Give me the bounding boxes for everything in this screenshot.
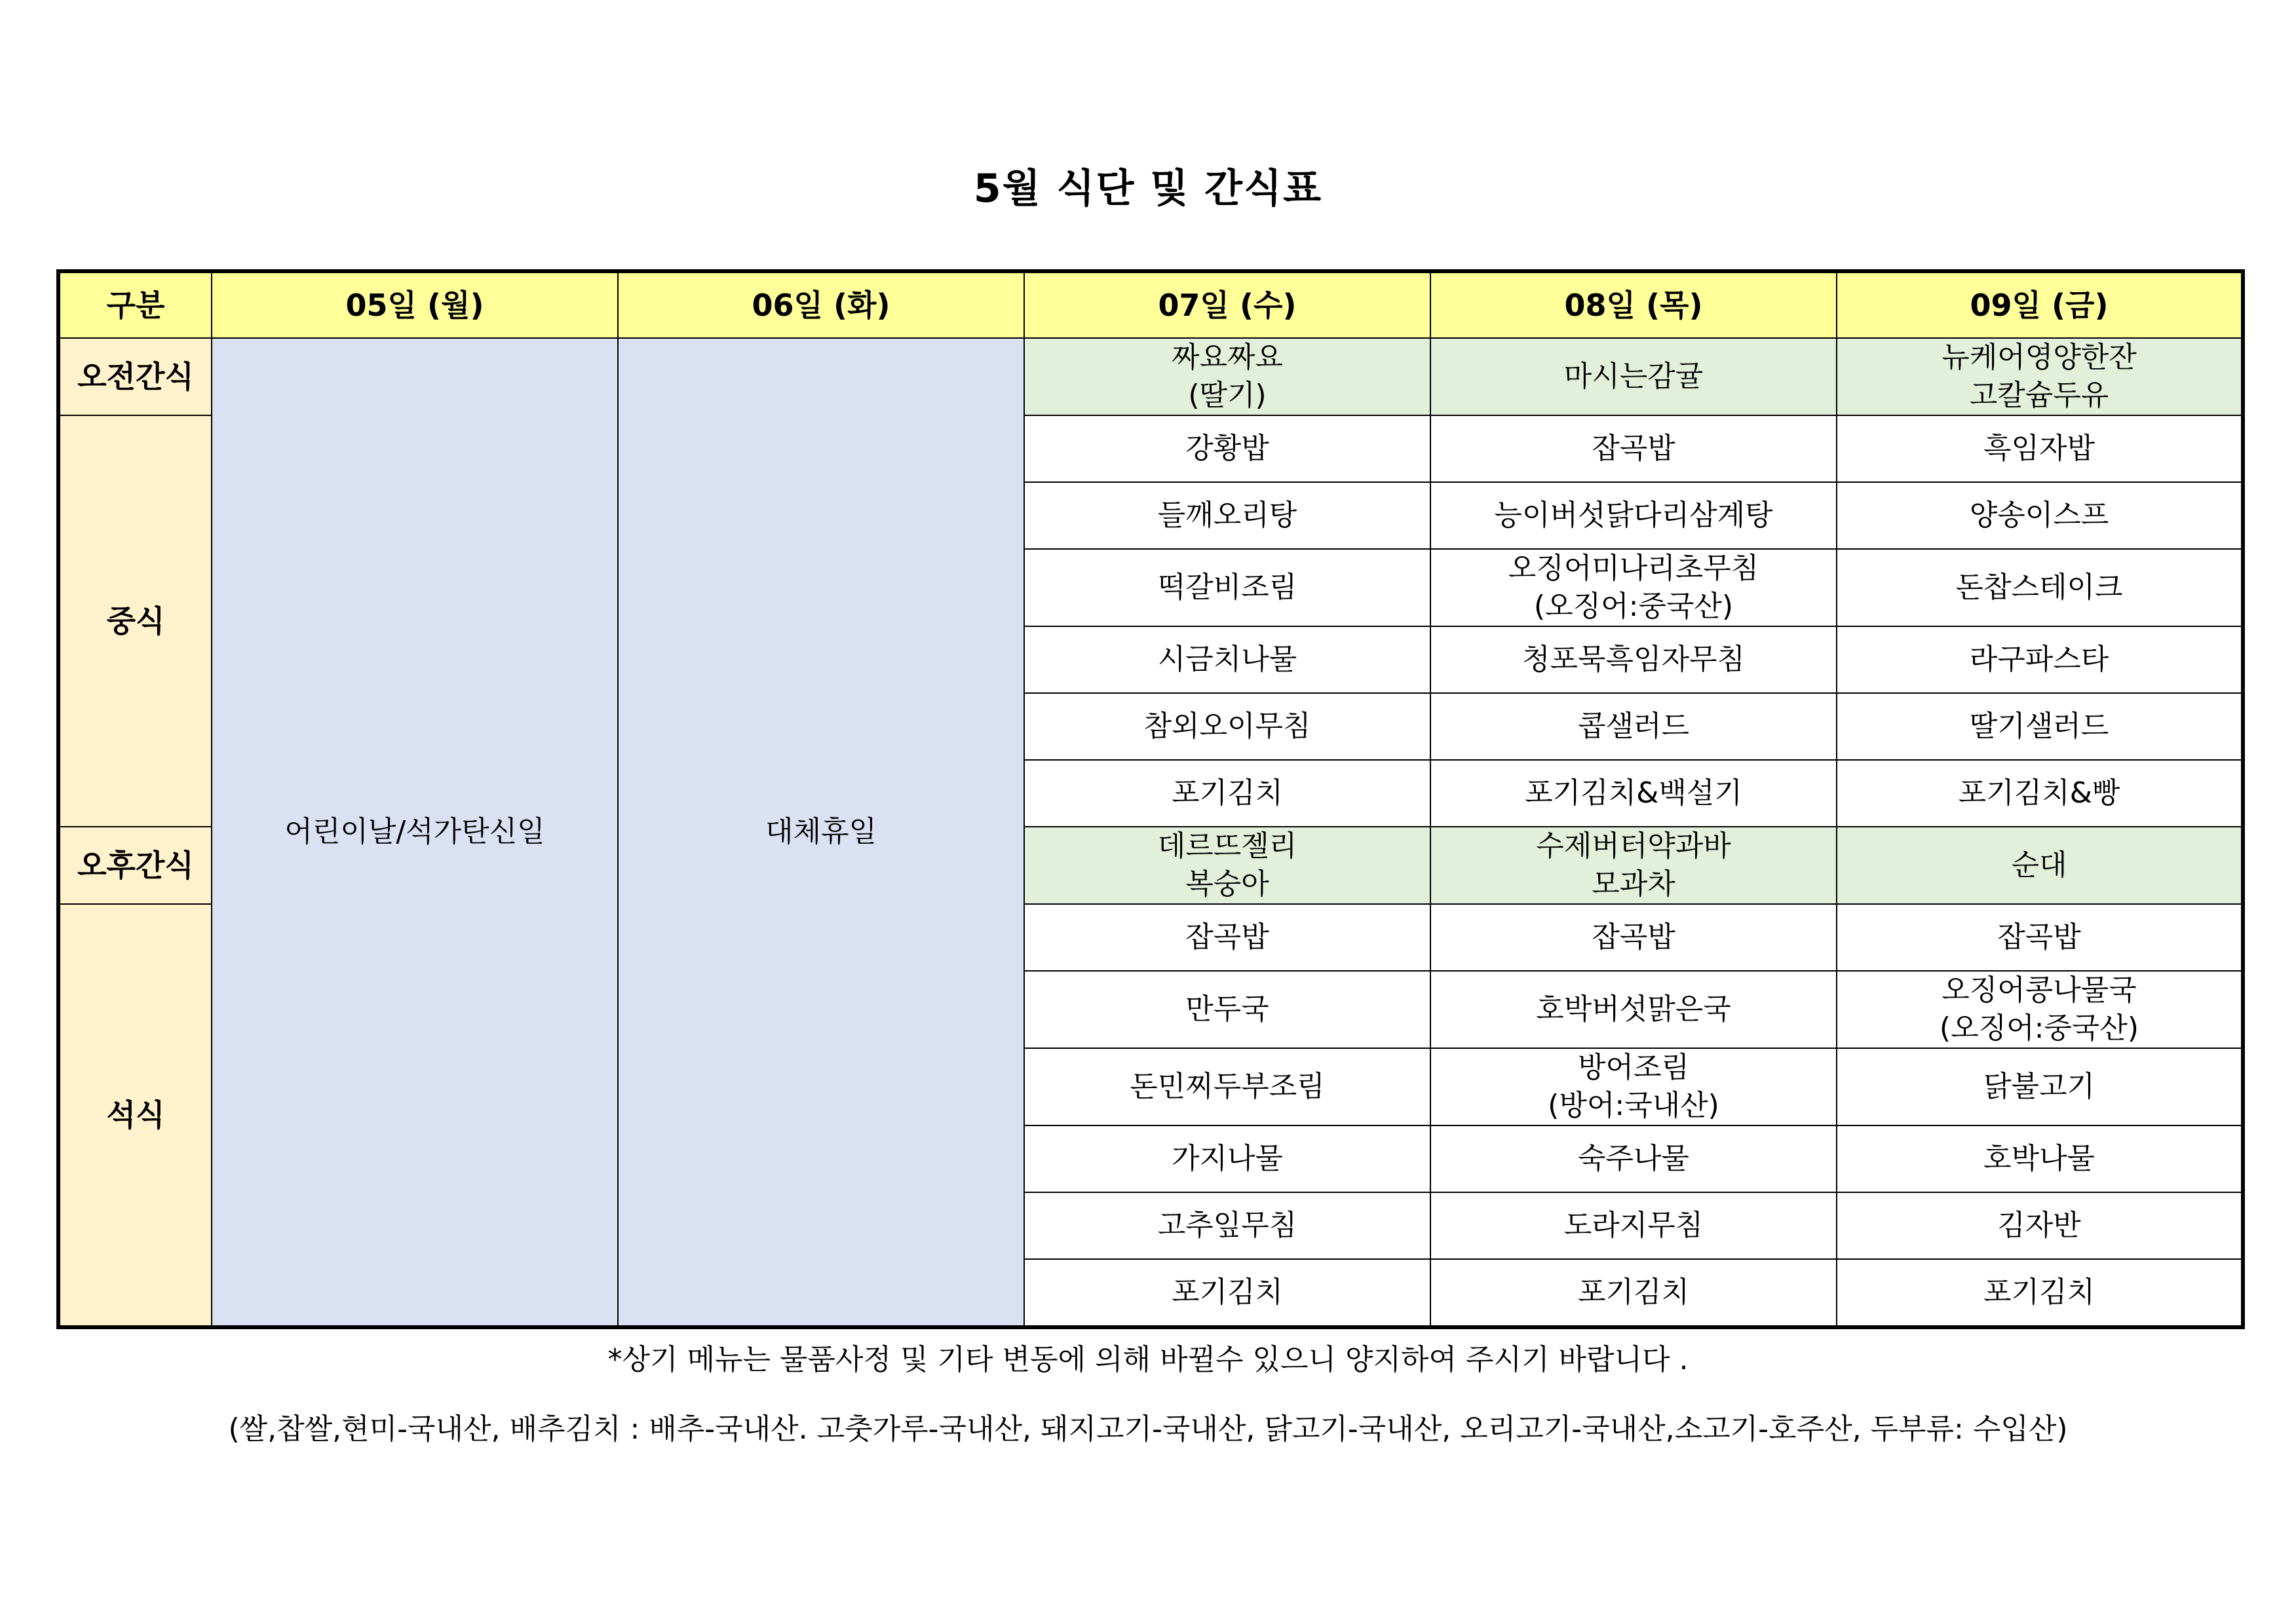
header-day-mon: 05일 (월) <box>212 271 618 338</box>
lunch-dish <box>1430 693 1837 760</box>
dinner-dish-line: 돈민찌두부조림 <box>1130 1070 1325 1103</box>
lunch-dish-line: 라구파스타 <box>1969 643 2109 676</box>
lunch-dish <box>1837 415 2243 482</box>
lunch-dish-line: 떡갈비조림 <box>1157 571 1297 604</box>
lunch-dish-line: (오징어:중국산) <box>1533 590 1734 623</box>
morning-snack-cell <box>1024 338 1430 415</box>
lunch-dish-line: 시금치나물 <box>1157 643 1297 676</box>
category-morning-snack <box>58 338 212 415</box>
lunch-dish-line: 들깨오리탕 <box>1157 499 1297 532</box>
holiday-tue-line: 대체휴일 <box>765 815 877 848</box>
dinner-dish-line: 호박나물 <box>1983 1142 2095 1175</box>
dinner-dish-line: 잡곡밥 <box>1185 920 1269 954</box>
lunch-dish-line: 포기김치&빵 <box>1958 776 2120 810</box>
header-category: 구분 <box>58 271 212 338</box>
dinner-dish <box>1837 1259 2243 1327</box>
dinner-dish <box>1837 1048 2243 1125</box>
lunch-dish-line: 포기김치&백설기 <box>1525 776 1742 810</box>
afternoon-snack-cell <box>1837 827 2243 904</box>
lunch-dish <box>1837 693 2243 760</box>
notice-change: *상기 메뉴는 물품사정 및 기타 변동에 의해 바뀔수 있으니 양지하여 주시기 바랍니다 . <box>607 1343 1689 1376</box>
lunch-dish <box>1024 415 1430 482</box>
dinner-dish-line: 가지나물 <box>1171 1142 1283 1175</box>
lunch-dish-line: 콥샐러드 <box>1577 709 1689 743</box>
dinner-dish-line: 방어조림 <box>1577 1051 1689 1084</box>
lunch-dish <box>1024 760 1430 827</box>
morning-snack-cell-line: 마시는감귤 <box>1563 360 1704 393</box>
afternoon-snack-cell-line: 순대 <box>2011 848 2067 882</box>
morning-snack-cell-line: (딸기) <box>1188 379 1267 412</box>
dinner-dish-line: (방어:국내산) <box>1548 1089 1719 1122</box>
lunch-dish-line: 돈찹스테이크 <box>1955 571 2123 604</box>
dinner-dish-line: 잡곡밥 <box>1997 920 2081 954</box>
dinner-dish-line: 고추잎무침 <box>1157 1209 1297 1242</box>
lunch-dish <box>1430 549 1837 626</box>
category-morning-snack-line: 오전간식 <box>77 359 194 394</box>
lunch-dish-line: 청포묵흑임자무침 <box>1521 643 1746 676</box>
dinner-dish <box>1837 904 2243 971</box>
dinner-dish <box>1024 1259 1430 1327</box>
notice-origin: (쌀,찹쌀,현미-국내산, 배추김치 : 배추-국내산. 고춧가루-국내산, 돼지고기-국내산, 닭고기-국내산, 오리고기-국내산,소고기-호주산, 두부류: 수입산) <box>228 1412 2068 1446</box>
dinner-dish-line: (오징어:중국산) <box>1939 1011 2139 1045</box>
dinner-dish-line: 포기김치 <box>1171 1275 1283 1309</box>
dinner-dish-line: 호박버섯맑은국 <box>1536 992 1731 1026</box>
afternoon-snack-cell-line: 모과차 <box>1592 867 1675 901</box>
lunch-dish-line: 흑임자밥 <box>1983 432 2095 465</box>
lunch-dish <box>1837 482 2243 549</box>
category-lunch <box>58 415 212 827</box>
dinner-dish-line: 도라지무침 <box>1563 1209 1704 1242</box>
lunch-dish-line: 잡곡밥 <box>1592 432 1675 465</box>
lunch-dish <box>1024 693 1430 760</box>
dinner-dish <box>1024 971 1430 1048</box>
lunch-dish <box>1837 626 2243 693</box>
category-dinner <box>58 904 212 1327</box>
header-day-wed: 07일 (수) <box>1024 271 1430 338</box>
header-day-tue: 06일 (화) <box>618 271 1024 338</box>
holiday-mon <box>212 338 618 1327</box>
dinner-dish <box>1837 1192 2243 1259</box>
lunch-dish <box>1024 482 1430 549</box>
dinner-dish <box>1430 1192 1837 1259</box>
afternoon-snack-cell <box>1430 827 1837 904</box>
lunch-dish <box>1430 626 1837 693</box>
dinner-dish-line: 오징어콩나물국 <box>1942 973 2137 1007</box>
afternoon-snack-cell-line: 복숭아 <box>1185 867 1269 901</box>
dinner-dish <box>1024 1125 1430 1192</box>
morning-snack-cell-line: 짜요짜요 <box>1171 341 1283 374</box>
lunch-dish-line: 참외오이무침 <box>1143 709 1311 743</box>
dinner-dish <box>1430 904 1837 971</box>
lunch-dish-line: 딸기샐러드 <box>1969 709 2109 743</box>
header-day-thu: 08일 (목) <box>1430 271 1837 338</box>
page-title: 5월 식단 및 간식표 <box>973 166 1323 212</box>
morning-snack-row <box>58 338 2243 415</box>
header-row <box>58 271 2243 338</box>
dinner-dish-line: 김자반 <box>1997 1209 2081 1242</box>
dinner-dish <box>1837 971 2243 1048</box>
category-lunch-line: 중식 <box>106 603 165 639</box>
dinner-dish <box>1837 1125 2243 1192</box>
afternoon-snack-cell <box>1024 827 1430 904</box>
lunch-dish-line: 오징어미나리초무침 <box>1508 552 1759 585</box>
dinner-dish <box>1430 1125 1837 1192</box>
dinner-dish-line: 포기김치 <box>1983 1275 2095 1309</box>
lunch-dish-line: 능이버섯닭다리삼계탕 <box>1494 499 1773 532</box>
category-afternoon-snack-line: 오후간식 <box>77 848 194 883</box>
dinner-dish-line: 숙주나물 <box>1577 1142 1689 1175</box>
lunch-dish <box>1837 760 2243 827</box>
dinner-dish-line: 만두국 <box>1185 992 1269 1026</box>
meal-table <box>56 269 2245 1329</box>
lunch-dish-line: 포기김치 <box>1171 776 1283 810</box>
dinner-dish-line: 닭불고기 <box>1983 1070 2095 1103</box>
dinner-dish <box>1430 1048 1837 1125</box>
dinner-dish-line: 잡곡밥 <box>1592 920 1675 954</box>
holiday-tue <box>618 338 1024 1327</box>
morning-snack-cell <box>1430 338 1837 415</box>
dinner-dish <box>1024 904 1430 971</box>
holiday-mon-line: 어린이날/석가탄신일 <box>284 815 545 848</box>
dinner-dish <box>1024 1048 1430 1125</box>
lunch-dish-line: 강황밥 <box>1185 432 1269 465</box>
afternoon-snack-cell-line: 수제버터약과바 <box>1536 829 1731 863</box>
dinner-dish-line: 포기김치 <box>1577 1275 1689 1309</box>
header-day-fri: 09일 (금) <box>1837 271 2243 338</box>
meal-table-body <box>58 271 2243 1327</box>
category-dinner-line: 석식 <box>106 1097 165 1133</box>
dinner-dish <box>1430 1259 1837 1327</box>
morning-snack-cell-line: 뉴케어영양한잔 <box>1942 341 2137 374</box>
afternoon-snack-cell-line: 데르뜨젤리 <box>1157 829 1297 863</box>
lunch-dish-line: 양송이스프 <box>1969 499 2109 532</box>
lunch-dish <box>1837 549 2243 626</box>
morning-snack-cell <box>1837 338 2243 415</box>
lunch-dish <box>1024 626 1430 693</box>
category-afternoon-snack <box>58 827 212 904</box>
dinner-dish <box>1024 1192 1430 1259</box>
lunch-dish <box>1430 482 1837 549</box>
lunch-dish <box>1430 760 1837 827</box>
lunch-dish <box>1024 549 1430 626</box>
morning-snack-cell-line: 고칼슘두유 <box>1969 379 2109 412</box>
lunch-dish <box>1430 415 1837 482</box>
dinner-dish <box>1430 971 1837 1048</box>
